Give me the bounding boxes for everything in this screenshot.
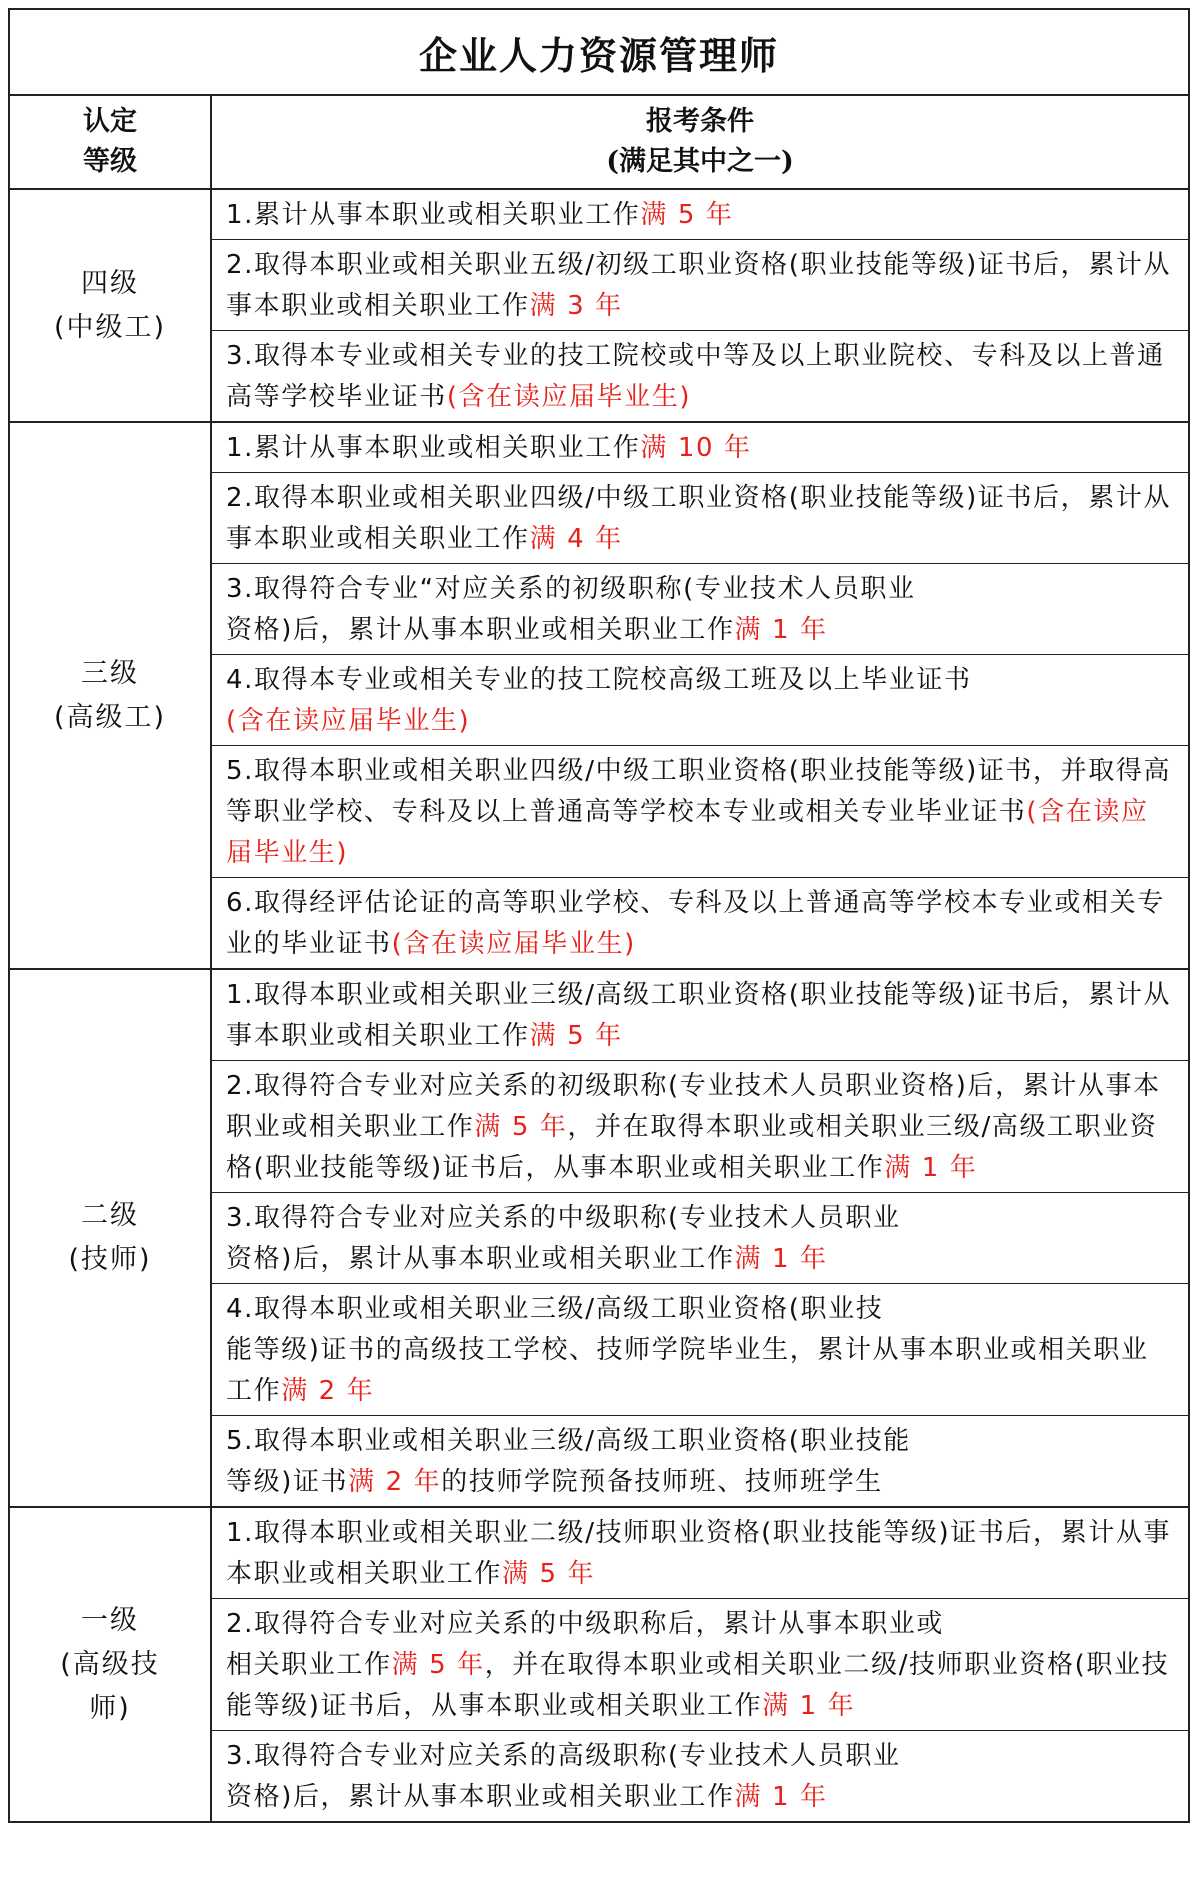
level-label-line: 二级 [81,1200,139,1231]
condition-highlight: 满 1 年 [734,615,828,645]
condition-text: 2.取得本职业或相关职业四级/中级工职业资格(职业技能等级)证书后，累计从事本职业或相关职业工作 [226,483,1172,554]
condition-item [212,190,1188,240]
condition-item [212,1061,1188,1193]
condition-highlight: 满 4 年 [529,524,623,554]
condition-highlight: 满 1 年 [734,1782,828,1812]
condition-highlight: (含在读应届毕业生) [226,706,471,736]
level-label-line: (中级工) [53,311,167,343]
condition-text: 3.取得符合专业“对应关系的初级职称(专业技术人员职业 资格)后，累计从事本职业或相关职业工作 [226,574,916,645]
condition-text: 1.累计从事本职业或相关职业工作 [226,433,641,463]
condition-item [212,1284,1188,1416]
condition-highlight: 满 5 年 [529,1021,623,1051]
level-label-line: (高级技 [60,1648,160,1680]
header-conditions-cell [212,96,1188,188]
condition-highlight: 满 5 年 [391,1650,485,1680]
level-label-line: (技师) [68,1244,152,1275]
condition-text: 2.取得符合专业对应关系的初级职称(专业技术人员职业资格)后，累计从事本职业或相关职业工作 [226,1071,1161,1142]
header-conditions-line2: (满足其中之一) [606,146,794,177]
condition-item [212,473,1188,564]
conditions-cell [212,190,1188,421]
table-title: 企业人力资源管理师 [10,10,1188,96]
condition-highlight: 满 2 年 [348,1467,442,1497]
condition-text: 5.取得本职业或相关职业四级/中级工职业资格(职业技能等级)证书，并取得高等职业学校、专科及以上普通高等学校本专业或相关专业毕业证书 [226,756,1172,827]
table-body [10,190,1188,1821]
condition-highlight: 满 5 年 [474,1112,568,1142]
level-cell [10,1508,212,1821]
condition-item [212,878,1188,968]
condition-text: 1.累计从事本职业或相关职业工作 [226,200,641,230]
condition-highlight: 满 1 年 [734,1244,828,1274]
condition-highlight-2: 满 1 年 [762,1691,856,1721]
condition-item [212,423,1188,473]
condition-highlight: 满 5 年 [640,200,734,230]
condition-text: 4.取得本职业或相关职业三级/高级工职业资格(职业技 能等级)证书的高级技工学校、技师学院毕业生，累计从事本职业或相关职业工作 [226,1294,1149,1406]
condition-text-rest: ，并在取得本职业或相关职业二级/技师职业资格(职业技能等级)证书后，从事本职业或相关职业工作 [226,1650,1170,1721]
condition-highlight: (含在读应届毕业生) [226,797,1149,868]
condition-item [212,1599,1188,1731]
condition-item [212,240,1188,331]
condition-text: 3.取得符合专业对应关系的高级职称(专业技术人员职业 资格)后，累计从事本职业或相关职业工作 [226,1741,901,1812]
header-level-line1: 认定 [83,106,137,137]
level-cell [10,423,212,968]
level-label-line: 师) [89,1692,131,1724]
header-level-cell [10,96,212,188]
condition-highlight: (含在读应届毕业生) [391,929,636,959]
condition-highlight: 满 10 年 [640,433,752,463]
condition-text-rest: 的技师学院预备技师班、技师班学生 [441,1467,883,1497]
level-label-line: 四级 [81,267,139,299]
condition-text-rest: ，并在取得本职业或相关职业三级/高级工职业资格(职业技能等级)证书后，从事本职业或相关职业工作 [226,1112,1158,1183]
condition-item [212,564,1188,655]
condition-item [212,1193,1188,1284]
conditions-cell [212,1508,1188,1821]
level-group [10,423,1188,970]
condition-text: 5.取得本职业或相关职业三级/高级工职业资格(职业技能 等级)证书 [226,1426,911,1497]
condition-text: 4.取得本专业或相关专业的技工院校高级工班及以上毕业证书 [226,665,972,695]
level-label-line: 三级 [81,657,139,689]
condition-item [212,1416,1188,1506]
condition-highlight: 满 5 年 [502,1559,596,1589]
level-cell [10,970,212,1506]
condition-text: 3.取得符合专业对应关系的中级职称(专业技术人员职业 资格)后，累计从事本职业或相关职业工作 [226,1203,901,1274]
conditions-cell [212,970,1188,1506]
condition-item [212,746,1188,878]
conditions-cell [212,423,1188,968]
condition-highlight: 满 2 年 [281,1376,375,1406]
condition-item [212,655,1188,746]
level-cell [10,190,212,421]
condition-item [212,1731,1188,1821]
condition-text: 1.取得本职业或相关职业二级/技师职业资格(职业技能等级)证书后，累计从事本职业或相关职业工作 [226,1518,1172,1589]
table-header-row [10,96,1188,190]
level-group [10,190,1188,423]
condition-text: 2.取得本职业或相关职业五级/初级工职业资格(职业技能等级)证书后，累计从事本职业或相关职业工作 [226,250,1172,321]
qualification-table [8,8,1190,1823]
condition-text: 6.取得经评估论证的高等职业学校、专科及以上普通高等学校本专业或相关专业的毕业证书 [226,888,1165,959]
condition-highlight-2: 满 1 年 [884,1153,978,1183]
condition-item [212,1508,1188,1599]
header-conditions-line1: 报考条件 [646,106,754,137]
condition-highlight: (含在读应届毕业生) [446,382,692,412]
header-level-line2: 等级 [83,146,137,177]
level-label-line: (高级工) [53,701,167,733]
condition-item [212,970,1188,1061]
level-label-line: 一级 [81,1604,139,1636]
condition-text: 3.取得本专业或相关专业的技工院校或中等及以上职业院校、专科及以上普通高等学校毕业证书 [226,341,1165,412]
condition-text: 1.取得本职业或相关职业三级/高级工职业资格(职业技能等级)证书后，累计从事本职业或相关职业工作 [226,980,1172,1051]
condition-text: 2.取得符合专业对应关系的中级职称后，累计从事本职业或 相关职业工作 [226,1609,945,1680]
condition-item [212,331,1188,421]
level-group [10,1508,1188,1821]
condition-highlight: 满 3 年 [529,291,623,321]
level-group [10,970,1188,1508]
